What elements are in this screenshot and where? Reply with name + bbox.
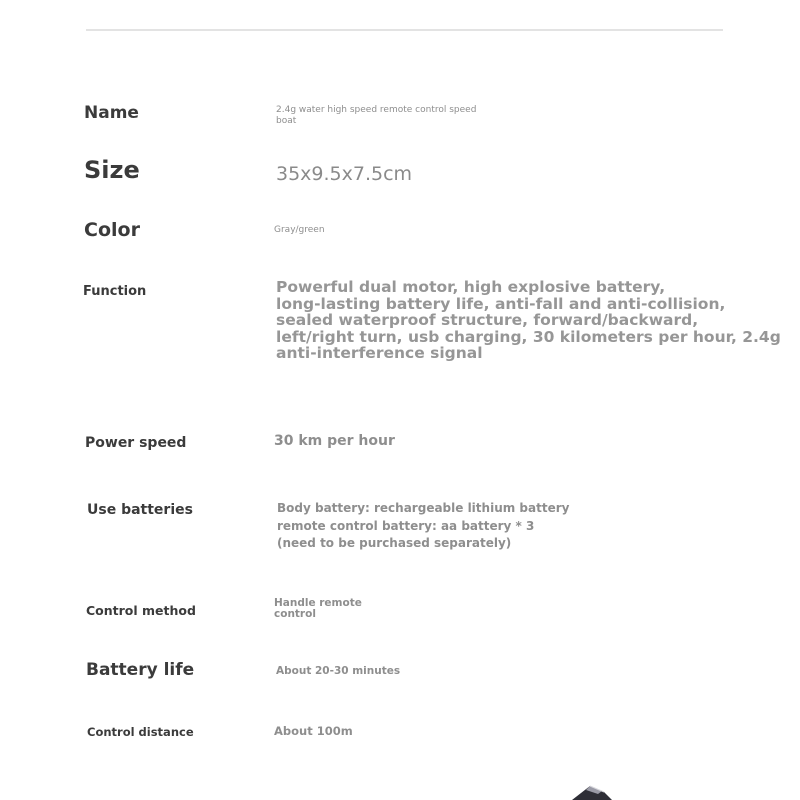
function-value-line: long-lasting battery life, anti-fall and anti-collision, [276,294,726,313]
function-value [276,279,781,362]
use-batteries-value-line: Body battery: rechargeable lithium battery [277,501,570,515]
use-batteries-value [277,500,569,553]
use-batteries-value-line: remote control battery: aa battery * 3 [277,518,535,533]
name-label: Name [84,103,139,123]
use-batteries-label: Use batteries [87,502,193,518]
name-value-line: 2.4g water high speed remote control speed [276,105,477,115]
control-method-value [274,598,362,620]
size-label: Size [84,156,140,184]
control-distance-label: Control distance [87,725,194,739]
color-label: Color [84,219,140,241]
function-value-line: anti-interference signal [276,344,483,363]
control-distance-value: About 100m [274,724,353,738]
size-value: 35x9.5x7.5cm [276,163,413,185]
boat-product-image [560,782,620,800]
function-value-line: sealed waterproof structure, forward/backward, [276,311,699,330]
power-speed-value: 30 km per hour [274,433,395,449]
control-method-label: Control method [86,603,196,618]
control-method-value-line: control [274,608,316,620]
power-speed-label: Power speed [85,435,187,451]
battery-life-value: About 20-30 minutes [276,665,401,677]
function-label: Function [83,284,147,299]
name-value-line: boat [276,116,297,126]
name-value [276,105,486,127]
control-method-value-line: Handle remote [274,597,362,609]
use-batteries-value-line: (need to be purchased separately) [277,536,512,550]
function-value-line: Powerful dual motor, high explosive battery, [276,278,666,296]
top-divider [86,29,723,31]
function-value-line: left/right turn, usb charging, 30 kilometers per hour, 2.4g [276,327,781,346]
battery-life-label: Battery life [86,660,195,680]
color-value: Gray/green [274,225,325,235]
